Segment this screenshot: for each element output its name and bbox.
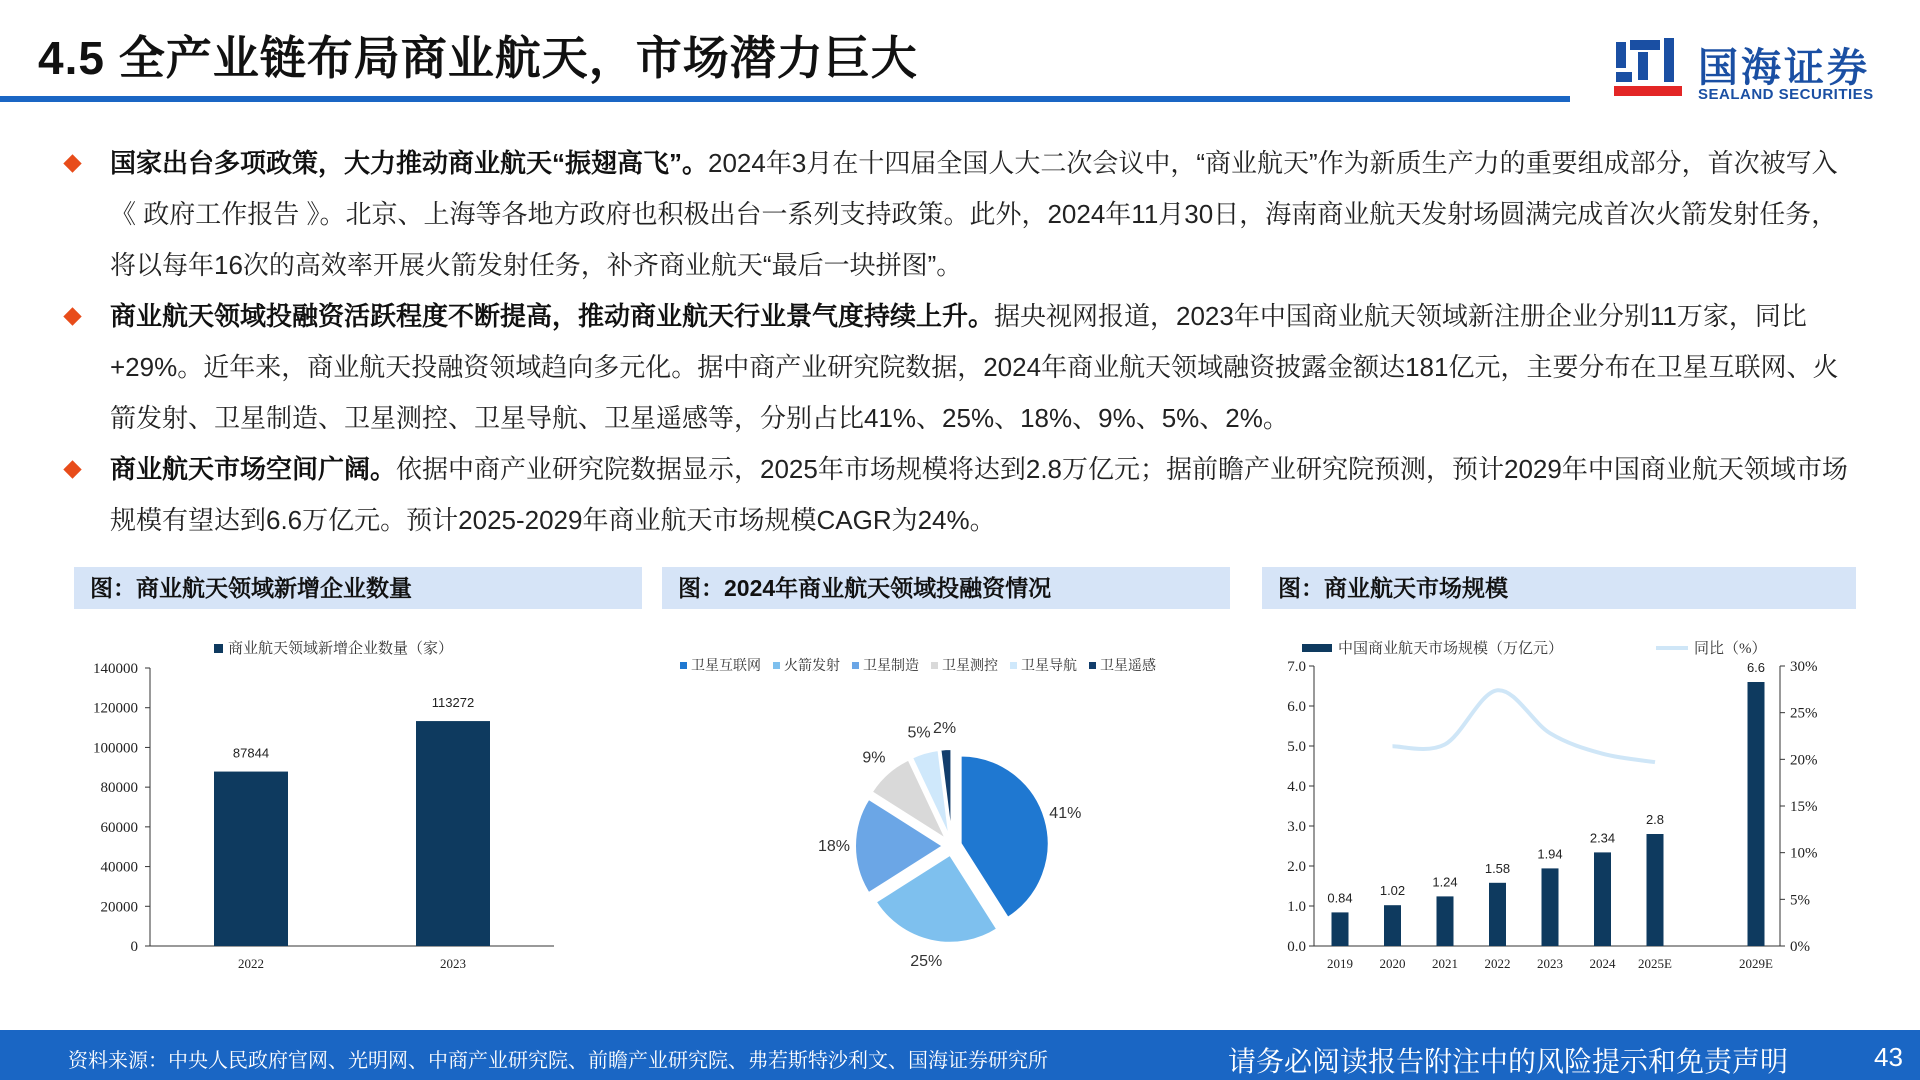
y-tick-label: 7.0 xyxy=(1287,659,1306,675)
y2-tick-label: 25% xyxy=(1790,705,1818,722)
footer-disclaimer: 请务必阅读报告附注中的风险提示和免责声明 xyxy=(1228,1046,1789,1077)
bullet-diamond-icon xyxy=(63,154,81,172)
legend-label: 卫星遥感 xyxy=(1100,659,1156,674)
bar xyxy=(1542,868,1559,946)
x-tick-label: 2025E xyxy=(1638,956,1672,971)
bullet-bold-text: 商业航天市场空间广阔。 xyxy=(110,454,397,484)
footer-bar xyxy=(0,1030,1920,1080)
x-tick-label: 2022 xyxy=(1484,956,1511,971)
legend-swatch xyxy=(852,662,859,669)
legend-label: 卫星制造 xyxy=(863,659,919,674)
bullet-text: 依据中商产业研究院数据显示，2025年市场规模将达到2.8万亿元；据前瞻产业研究院预测，预计2029年中国商业航天领域市场规模有望达到6.6万亿元。预计2025-2029年商业航天市场规模CAGR为24%。 xyxy=(110,454,1848,535)
bullet-diamond-icon xyxy=(63,460,81,478)
x-tick-label: 2029E xyxy=(1739,956,1773,971)
y-tick-label: 140000 xyxy=(93,661,138,677)
x-tick-label: 2024 xyxy=(1589,956,1616,971)
x-tick-label: 2023 xyxy=(440,956,466,971)
x-tick-label: 2021 xyxy=(1432,956,1458,971)
y-tick-label: 0.0 xyxy=(1287,939,1306,955)
legend-label: 同比（%） xyxy=(1694,641,1767,657)
y-tick-label: 120000 xyxy=(93,700,138,717)
x-tick-label: 2020 xyxy=(1379,956,1406,971)
footer-source: 资料来源：中央人民政府官网、光明网、中商产业研究院、前瞻产业研究院、弗若斯特沙利文、国海证券研究所 xyxy=(68,1050,1048,1072)
y-tick-label: 60000 xyxy=(100,819,138,836)
data-label: 2.34 xyxy=(1589,830,1616,846)
y-tick-label: 100000 xyxy=(93,740,138,757)
bullet-text: 2024年3月在十四届全国人大二次会议中，“商业航天”作为新质生产力的重要组成部分，首次被写入《 政府工作报告 》。北京、上海等各地方政府也积极出台一系列支持政策。此外，2024年11月30日，海南商业航天发射场圆满完成首次火箭发射任务，将以每年16次的高效率开展火箭发射任务，补齐商业航天“最后一块拼图”。 xyxy=(110,148,1838,280)
bar xyxy=(1489,883,1506,946)
bar xyxy=(214,772,288,946)
data-label: 6.6 xyxy=(1746,660,1766,675)
bullet-item xyxy=(60,291,1860,444)
bullet-diamond-icon xyxy=(63,307,81,325)
legend-swatch xyxy=(931,662,938,669)
bar xyxy=(1594,852,1611,946)
bar xyxy=(1647,834,1664,946)
slice-label: 2% xyxy=(933,720,957,738)
legend-label: 商业航天领域新增企业数量（家） xyxy=(228,641,454,657)
chart2-header: 图：2024年商业航天领域投融资情况 xyxy=(662,567,1230,609)
bullet-bold-text: 商业航天领域投融资活跃程度不断提高，推动商业航天行业景气度持续上升。 xyxy=(110,301,995,331)
legend-swatch-bar xyxy=(1302,644,1332,652)
y-tick-label: 20000 xyxy=(100,899,138,916)
y2-tick-label: 10% xyxy=(1790,845,1818,862)
legend-label: 中国商业航天市场规模（万亿元） xyxy=(1338,641,1564,657)
legend-swatch xyxy=(214,644,223,653)
x-tick-label: 2022 xyxy=(238,956,264,971)
sealand-logo-icon xyxy=(1612,34,1692,104)
slice-label: 9% xyxy=(862,749,886,767)
y2-tick-label: 15% xyxy=(1790,799,1818,815)
data-label: 1.24 xyxy=(1432,874,1458,890)
y-tick-label: 0 xyxy=(130,939,138,955)
page-title: 4.5 全产业链布局商业航天，市场潜力巨大 xyxy=(38,32,918,84)
bullet-bold-text: 国家出台多项政策，大力推动商业航天“振翅高飞”。 xyxy=(110,148,709,178)
bar xyxy=(1748,682,1765,946)
market-size-combo-chart xyxy=(1262,630,1856,980)
slice-label: 5% xyxy=(907,724,931,742)
company-logo xyxy=(1612,34,1882,114)
slice-label: 18% xyxy=(817,838,851,855)
growth-line xyxy=(1393,690,1656,762)
bullet-item xyxy=(60,138,1860,291)
page-number: 43 xyxy=(1874,1042,1903,1072)
data-label: 1.94 xyxy=(1537,846,1563,862)
y-tick-label: 5.0 xyxy=(1287,739,1306,755)
y-tick-label: 40000 xyxy=(100,859,138,876)
bullet-list xyxy=(60,138,1860,546)
chart1-header: 图：商业航天领域新增企业数量 xyxy=(74,567,642,609)
logo-text-cn: 国海证券 xyxy=(1698,46,1870,90)
data-label: 87844 xyxy=(232,745,270,761)
data-label: 2.8 xyxy=(1645,812,1665,827)
legend-label: 卫星导航 xyxy=(1021,659,1077,674)
investment-pie-chart xyxy=(662,630,1230,980)
new-enterprises-bar-chart xyxy=(74,630,642,980)
bar xyxy=(1437,896,1454,946)
x-tick-label: 2019 xyxy=(1327,956,1353,971)
data-label: 0.84 xyxy=(1327,890,1353,906)
logo-text-en: SEALAND SECURITIES xyxy=(1698,86,1874,103)
y-tick-label: 1.0 xyxy=(1287,899,1306,915)
y-tick-label: 4.0 xyxy=(1287,779,1306,795)
bullet-text: 据央视网报道，2023年中国商业航天领域新注册企业分别11万家，同比+29%。近年来，商业航天投融资领域趋向多元化。据中商产业研究院数据，2024年商业航天领域融资披露金额达181亿元，主要分布在卫星互联网、火箭发射、卫星制造、卫星测控、卫星导航、卫星遥感等，分别占比41%、25%、18%、9%、5%、2%。 xyxy=(110,301,1839,433)
y-tick-label: 6.0 xyxy=(1287,699,1306,715)
y2-tick-label: 5% xyxy=(1790,892,1810,909)
legend-swatch xyxy=(1010,662,1017,669)
y2-tick-label: 0% xyxy=(1790,939,1810,955)
bar xyxy=(1332,912,1349,946)
legend-swatch xyxy=(773,662,780,669)
legend-label: 火箭发射 xyxy=(784,659,840,674)
y2-tick-label: 30% xyxy=(1790,659,1818,675)
bullet-item xyxy=(60,444,1860,546)
bar xyxy=(416,721,490,946)
legend-label: 卫星互联网 xyxy=(691,659,761,674)
legend-label: 卫星测控 xyxy=(942,659,998,674)
title-underline xyxy=(0,96,1570,102)
bar xyxy=(1384,905,1401,946)
legend-swatch xyxy=(1089,662,1096,669)
legend-swatch xyxy=(680,662,687,669)
y-tick-label: 2.0 xyxy=(1287,859,1306,875)
x-tick-label: 2023 xyxy=(1537,956,1563,971)
data-label: 113272 xyxy=(431,695,475,711)
chart3-header: 图：商业航天市场规模 xyxy=(1262,567,1856,609)
data-label: 1.02 xyxy=(1379,883,1406,899)
data-label: 1.58 xyxy=(1484,860,1511,876)
slice-label: 25% xyxy=(910,953,943,971)
y-tick-label: 80000 xyxy=(100,780,138,797)
y2-tick-label: 20% xyxy=(1790,752,1818,769)
y-tick-label: 3.0 xyxy=(1287,819,1306,835)
slice-label: 41% xyxy=(1049,805,1082,823)
